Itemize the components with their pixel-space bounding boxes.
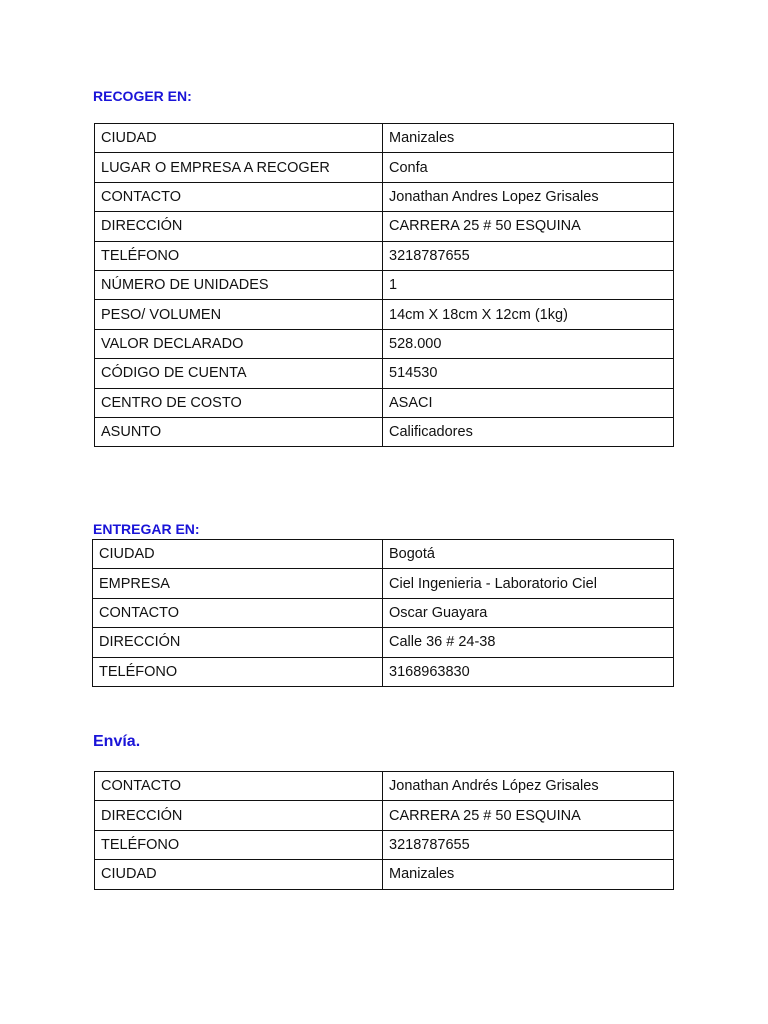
table-row — [93, 628, 674, 657]
table-row — [95, 417, 674, 446]
table-row — [93, 657, 674, 686]
field-label: CONTACTO — [95, 182, 383, 211]
field-label: DIRECCIÓN — [95, 801, 383, 830]
field-label: CONTACTO — [95, 772, 383, 801]
field-label: PESO/ VOLUMEN — [95, 300, 383, 329]
field-label: CIUDAD — [93, 540, 383, 569]
field-label: LUGAR O EMPRESA A RECOGER — [95, 153, 383, 182]
entregar-table — [92, 539, 674, 687]
field-label: ASUNTO — [95, 417, 383, 446]
table-row — [95, 270, 674, 299]
table-row — [95, 182, 674, 211]
table-row — [95, 359, 674, 388]
field-value: CARRERA 25 # 50 ESQUINA — [383, 212, 674, 241]
field-value: Calificadores — [383, 417, 674, 446]
field-label: CÓDIGO DE CUENTA — [95, 359, 383, 388]
field-value: Oscar Guayara — [383, 598, 674, 627]
field-label: DIRECCIÓN — [93, 628, 383, 657]
table-row — [95, 830, 674, 859]
table-row — [95, 153, 674, 182]
field-value: Jonathan Andrés López Grisales — [383, 772, 674, 801]
field-value: CARRERA 25 # 50 ESQUINA — [383, 801, 674, 830]
field-label: VALOR DECLARADO — [95, 329, 383, 358]
field-label: CIUDAD — [95, 124, 383, 153]
field-label: CONTACTO — [93, 598, 383, 627]
table-row — [95, 772, 674, 801]
field-label: TELÉFONO — [95, 241, 383, 270]
field-value: Ciel Ingenieria - Laboratorio Ciel — [383, 569, 674, 598]
table-row — [95, 388, 674, 417]
recoger-table — [94, 123, 674, 447]
field-value: 3168963830 — [383, 657, 674, 686]
table-row — [93, 540, 674, 569]
field-value: Manizales — [383, 860, 674, 889]
table-row — [95, 860, 674, 889]
table-row — [95, 241, 674, 270]
field-value: 14cm X 18cm X 12cm (1kg) — [383, 300, 674, 329]
field-value: Manizales — [383, 124, 674, 153]
field-label: CIUDAD — [95, 860, 383, 889]
field-value: Bogotá — [383, 540, 674, 569]
field-label: CENTRO DE COSTO — [95, 388, 383, 417]
field-label: TELÉFONO — [95, 830, 383, 859]
field-value: 3218787655 — [383, 830, 674, 859]
envia-heading: Envía. — [93, 733, 141, 750]
field-label: EMPRESA — [93, 569, 383, 598]
field-label: TELÉFONO — [93, 657, 383, 686]
table-row — [93, 598, 674, 627]
field-label: NÚMERO DE UNIDADES — [95, 270, 383, 299]
field-value: Confa — [383, 153, 674, 182]
field-value: 514530 — [383, 359, 674, 388]
table-row — [95, 212, 674, 241]
field-value: Calle 36 # 24-38 — [383, 628, 674, 657]
field-value: Jonathan Andres Lopez Grisales — [383, 182, 674, 211]
field-value: 1 — [383, 270, 674, 299]
field-value: 3218787655 — [383, 241, 674, 270]
table-row — [95, 329, 674, 358]
field-value: ASACI — [383, 388, 674, 417]
table-row — [95, 801, 674, 830]
recoger-heading: RECOGER EN: — [93, 88, 192, 104]
table-row — [95, 300, 674, 329]
field-label: DIRECCIÓN — [95, 212, 383, 241]
field-value: 528.000 — [383, 329, 674, 358]
envia-table — [94, 771, 674, 890]
table-row — [95, 124, 674, 153]
table-row — [93, 569, 674, 598]
entregar-heading: ENTREGAR EN: — [93, 521, 200, 537]
